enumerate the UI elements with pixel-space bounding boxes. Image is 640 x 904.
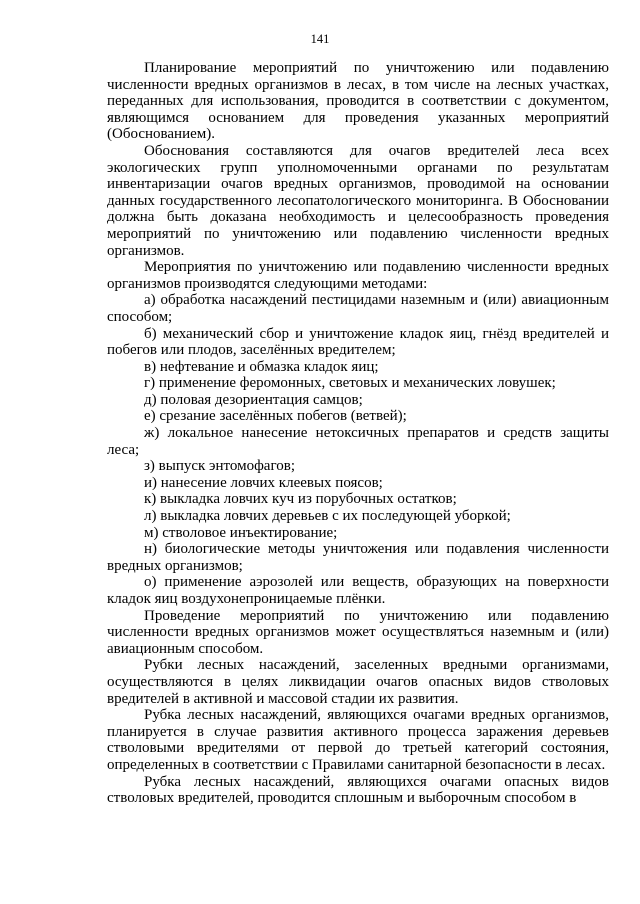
list-item: к) выкладка ловчих куч из порубочных остатков;	[144, 491, 457, 508]
list-item: н) биологические методы уничтожения или подавления численности вредных организмов;	[107, 541, 609, 574]
paragraph: Рубки лесных насаждений, заселенных вредными организмами, осуществляются в целях ликвидации очагов опасных видов стволовых вредителей в активной и массовой стадии их развития.	[107, 657, 609, 707]
paragraph: Обоснования составляются для очагов вредителей леса всех экологических групп уполномоченными органами по результатам инвентаризации очагов вредных организмов, проводимой на основании данных государственного лесопатологического мониторинга. В Обосновании должна быть доказана необходимость и целесообразность проведения мероприятий по уничтожению или подавлению численности вредных организмов.	[107, 142, 609, 259]
list-item: о) применение аэрозолей или веществ, образующих на поверхности кладок яиц воздухонепроницаемые плёнки.	[107, 574, 609, 607]
document-body	[107, 60, 609, 807]
list-item: м) стволовое инъектирование;	[144, 524, 338, 541]
list-item: и) нанесение ловчих клеевых поясов;	[144, 474, 383, 491]
list-item: л) выкладка ловчих деревьев с их последующей уборкой;	[144, 508, 511, 525]
paragraph: Планирование мероприятий по уничтожению или подавлению численности вредных организмов в лесах, в том числе на лесных участках, переданных для использования, проводится в соответствии с документом, являющимся основанием для проведения указанных мероприятий (Обоснованием).	[107, 60, 609, 143]
list-item: а) обработка насаждений пестицидами наземным и (или) авиационным способом;	[107, 292, 609, 325]
paragraph: Проведение мероприятий по уничтожению или подавлению численности вредных организмов может осуществляться наземным и (или) авиационным способом.	[107, 607, 609, 657]
paragraph: Рубка лесных насаждений, являющихся очагами опасных видов стволовых вредителей, проводится сплошным и выборочным способом в	[107, 773, 609, 807]
list-item: е) срезание заселённых побегов (ветвей);	[144, 408, 407, 425]
list-item: д) половая дезориентация самцов;	[144, 391, 363, 408]
list-item: ж) локальное нанесение нетоксичных препаратов и средств защиты леса;	[107, 425, 609, 458]
page-number: 141	[310, 32, 330, 46]
list-item: б) механический сбор и уничтожение кладок яиц, гнёзд вредителей и побегов или плодов, заселённых вредителем;	[107, 325, 609, 359]
list-item: з) выпуск энтомофагов;	[144, 458, 295, 475]
paragraph: Мероприятия по уничтожению или подавлению численности вредных организмов производятся следующими методами:	[107, 259, 609, 292]
list-item: в) нефтевание и обмазка кладок яиц;	[144, 358, 379, 375]
paragraph: Рубка лесных насаждений, являющихся очагами вредных организмов, планируется в случае развития активного процесса заражения деревьев стволовыми вредителями от первой до третьей категорий состояния, определенных в соответствии с Правилами санитарной безопасности в лесах.	[107, 707, 609, 773]
list-item: г) применение феромонных, световых и механических ловушек;	[144, 375, 556, 392]
